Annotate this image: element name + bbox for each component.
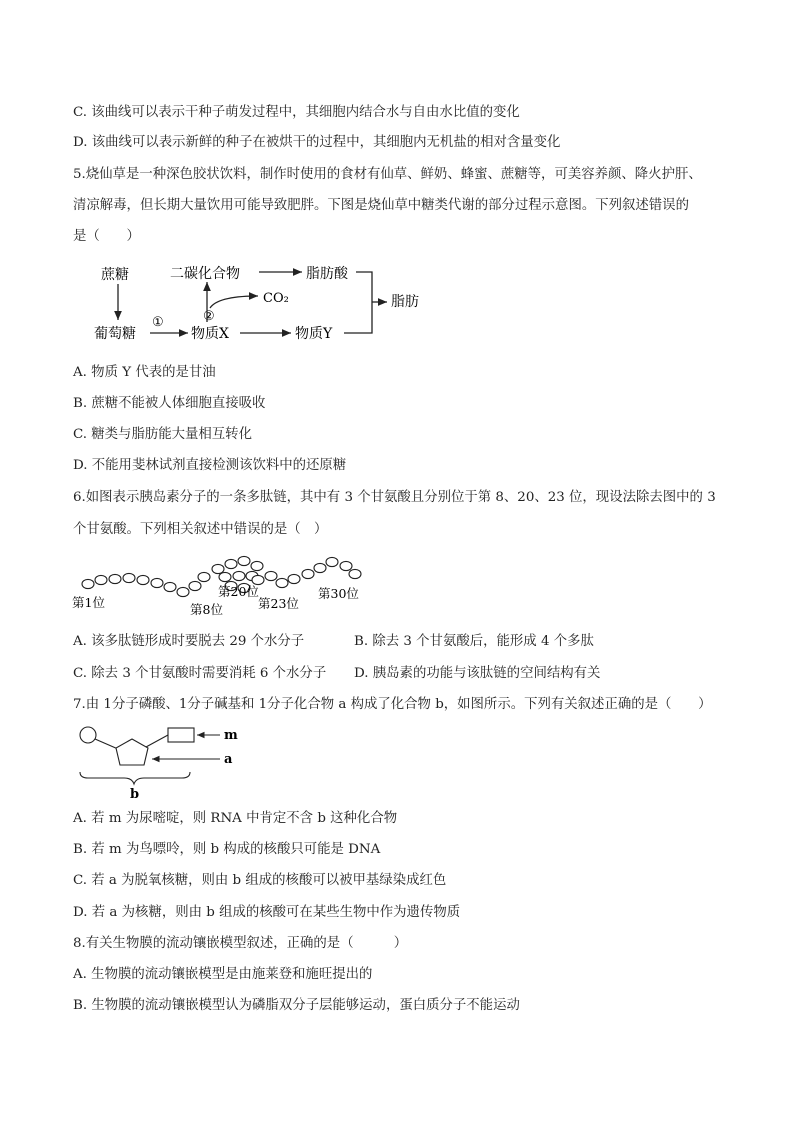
amino-acid [177, 587, 189, 596]
q6-option-c: C. 除去 3 个甘氨酸时需要消耗 6 个水分子 [73, 666, 327, 681]
amino-acid [314, 563, 326, 572]
amino-acid [265, 571, 277, 580]
q5-option-c: C. 糖类与脂肪能大量相互转化 [73, 427, 252, 442]
amino-acid [189, 581, 201, 590]
q7-option-b: B. 若 m 为鸟嘌呤，则 b 构成的核酸只可能是 DNA [73, 842, 381, 857]
q4-option-d: D. 该曲线可以表示新鲜的种子在被烘干的过程中，其细胞内无机盐的相对含量变化 [73, 135, 561, 150]
label-position-20: 第20位 [218, 584, 259, 599]
amino-acid [212, 564, 224, 573]
q6-option-a: A. 该多肽链形成时要脱去 29 个水分子 [73, 634, 305, 649]
q7-nucleotide-diagram [72, 722, 272, 802]
q5-stem-line3: 是（ ） [73, 229, 140, 244]
q5-stem-line1: 5.烧仙草是一种深色胶状饮料，制作时使用的食材有仙草、鲜奶、蜂蜜、蔗糖等，可美容养颜、降火护肝、 [73, 167, 702, 182]
amino-acid [109, 574, 121, 583]
q6-stem-line2: 个甘氨酸。下列相关叙述中错误的是（ ） [73, 522, 328, 537]
amino-acid [123, 573, 135, 582]
label-m: m [224, 728, 238, 743]
amino-acid [219, 572, 231, 581]
q7-stem: 7.由 1分子磷酸、1分子碱基和 1分子化合物 a 构成了化合物 b，如图所示。下列有关叙述正确的是（ ） [73, 697, 712, 712]
label-a: a [224, 752, 233, 767]
amino-acid [164, 582, 176, 591]
q7-option-a: A. 若 m 为尿嘧啶，则 RNA 中肯定不含 b 这种化合物 [73, 811, 398, 826]
amino-acid [137, 575, 149, 584]
amino-acid [233, 571, 245, 580]
phosphate-circle [80, 727, 96, 743]
amino-acid [238, 556, 250, 565]
q8-stem: 8.有关生物膜的流动镶嵌模型叙述，正确的是（ ） [73, 936, 408, 951]
co2-label: CO₂ [263, 291, 289, 306]
q6-option-b: B. 除去 3 个甘氨酸后，能形成 4 个多肽 [354, 634, 594, 649]
step1-label: ① [152, 315, 164, 330]
base-box [168, 728, 194, 742]
brace-b [80, 772, 190, 784]
q5-stem-line2: 清凉解毒，但长期大量饮用可能导致肥胖。下图是烧仙草中糖类代谢的部分过程示意图。下列叙述错误的 [73, 198, 689, 213]
amino-acid [276, 578, 288, 587]
q7-option-d: D. 若 a 为核糖，则由 b 组成的核酸可在某些生物中作为遗传物质 [73, 905, 461, 920]
label-position-23: 第23位 [258, 596, 299, 611]
amino-acid [198, 572, 210, 581]
amino-acid [349, 569, 361, 578]
q8-option-a: A. 生物膜的流动镶嵌模型是由施莱登和施旺提出的 [73, 967, 373, 982]
q6-option-d: D. 胰岛素的功能与该肽链的空间结构有关 [354, 666, 601, 681]
substance-x-label: 物质X [191, 326, 229, 342]
amino-acid [82, 579, 94, 588]
q5-option-d: D. 不能用斐林试剂直接检测该饮料中的还原糖 [73, 458, 347, 473]
amino-acid [302, 569, 314, 578]
q4-option-c: C. 该曲线可以表示干种子萌发过程中，其细胞内结合水与自由水比值的变化 [73, 105, 520, 120]
q5-option-a: A. 物质 Y 代表的是甘油 [73, 365, 216, 380]
fatty-acid-label: 脂肪酸 [306, 266, 348, 282]
bracket-to-fat [344, 272, 372, 333]
q6-polypeptide-diagram [68, 552, 368, 622]
label-position-30: 第30位 [318, 586, 359, 601]
substance-y-label: 物质Y [295, 326, 333, 342]
q5-metabolism-diagram [80, 258, 440, 350]
amino-acid [326, 557, 338, 566]
q5-option-b: B. 蔗糖不能被人体细胞直接吸收 [73, 396, 266, 411]
label-position-1: 第1位 [72, 595, 105, 610]
amino-acid [288, 574, 300, 583]
amino-acid [340, 561, 352, 570]
step2-label: ② [203, 309, 215, 324]
fat-label: 脂肪 [391, 294, 419, 310]
x-to-co2-arrow [210, 296, 258, 308]
glucose-label: 葡萄糖 [94, 326, 136, 342]
sucrose-label: 蔗糖 [101, 267, 129, 283]
q8-option-b: B. 生物膜的流动镶嵌模型认为磷脂双分子层能够运动，蛋白质分子不能运动 [73, 998, 520, 1013]
amino-acid [151, 578, 163, 587]
q6-stem-line1: 6.如图表示胰岛素分子的一条多肽链，其中有 3 个甘氨酸且分别位于第 8、20、23 位，现设法除去图中的 3 [73, 490, 716, 505]
pentose-sugar [116, 739, 148, 765]
amino-acid [251, 561, 263, 570]
q7-option-c: C. 若 a 为脱氧核糖，则由 b 组成的核酸可以被甲基绿染成红色 [73, 873, 447, 888]
amino-acid [225, 559, 237, 568]
label-position-8: 第8位 [190, 602, 223, 617]
label-b: b [130, 787, 140, 802]
c2-compound-label: 二碳化合物 [170, 266, 240, 282]
amino-acid [95, 575, 107, 584]
